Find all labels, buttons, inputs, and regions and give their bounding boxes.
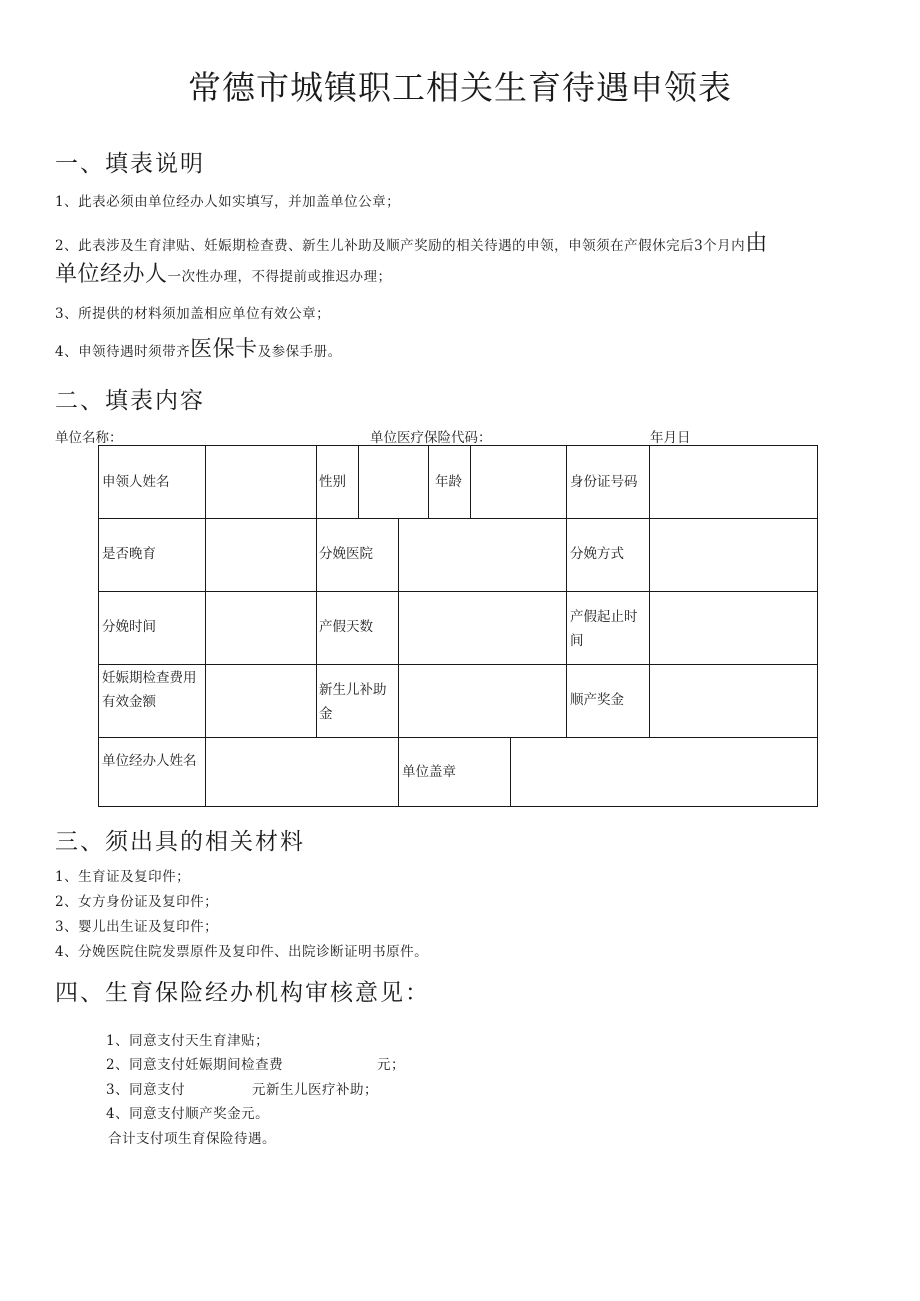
approval-2-text: 2、同意支付妊娠期间检查费 <box>106 1057 284 1073</box>
instruction-4-rest: 及参保手册。 <box>257 344 342 360</box>
instruction-1: 1、此表必须由单位经办人如实填写，并加盖单位公章； <box>55 194 401 210</box>
date-label: 年月日 <box>650 430 691 446</box>
exam-fee-label: 妊娠期检查费用有效金额 <box>102 670 197 710</box>
instruction-4-text: 4、申领待遇时须带齐 <box>55 344 191 360</box>
instruction-2-tail: 由 <box>745 231 768 256</box>
instruction-2-agent: 单位经办人 <box>55 262 168 287</box>
delivery-time-label: 分娩时间 <box>102 619 156 635</box>
approval-1: 1、同意支付天生育津贴； <box>106 1033 270 1049</box>
material-4: 4、分娩医院住院发票原件及复印件、出院诊断证明书原件。 <box>55 944 429 960</box>
approval-2-unit: 元； <box>377 1057 405 1073</box>
material-2: 2、女方身份证及复印件； <box>55 894 219 910</box>
col-divider <box>398 737 399 806</box>
page-title: 常德市城镇职工相关生育待遇申领表 <box>188 68 732 107</box>
col-divider <box>205 737 206 806</box>
approval-3-text: 3、同意支付 <box>106 1082 186 1098</box>
row-divider <box>99 664 817 665</box>
col-divider <box>398 518 399 737</box>
delivery-method-label: 分娩方式 <box>570 546 624 562</box>
late-birth-label: 是否晚育 <box>102 546 156 562</box>
applicant-name-label: 申领人姓名 <box>102 474 170 490</box>
id-number-label: 身份证号码 <box>570 474 638 490</box>
row-divider <box>99 737 817 738</box>
section3-heading: 三、须出具的相关材料 <box>55 829 305 855</box>
unit-name-label: 单位名称： <box>55 430 123 446</box>
age-label: 年龄 <box>435 474 462 490</box>
newborn-subsidy-label: 新生儿补助金 <box>319 682 387 722</box>
approval-3-rest: 元新生儿医疗补助； <box>252 1082 378 1098</box>
instruction-2-text: 2、此表涉及生育津贴、妊娠期检查费、新生儿补助及顺产奖励的相关待遇的申领，申领须在产假休完后3个月内 <box>55 238 746 254</box>
instruction-2-rest: 一次性办理，不得提前或推迟办理； <box>167 269 392 285</box>
col-divider <box>316 518 317 737</box>
material-3: 3、婴儿出生证及复印件； <box>55 919 219 935</box>
instruction-2-line2 <box>55 257 392 288</box>
instruction-3: 3、所提供的材料须加盖相应单位有效公章； <box>55 306 331 322</box>
unit-code-label: 单位医疗保险代码： <box>370 430 492 446</box>
col-divider <box>566 446 567 518</box>
instruction-4 <box>55 332 342 363</box>
row-divider <box>99 591 817 592</box>
instruction-2 <box>55 226 768 257</box>
col-divider <box>510 737 511 806</box>
section2-heading: 二、填表内容 <box>55 388 205 414</box>
col-divider <box>205 518 206 737</box>
col-divider <box>649 518 650 737</box>
hospital-label: 分娩医院 <box>319 546 373 562</box>
col-divider <box>566 518 567 737</box>
col-divider <box>205 446 206 518</box>
row-divider <box>99 518 817 519</box>
approval-4: 4、同意支付顺产奖金元。 <box>106 1106 270 1122</box>
natural-birth-bonus-label: 顺产奖金 <box>570 692 624 708</box>
material-1: 1、生育证及复印件； <box>55 869 191 885</box>
col-divider <box>316 446 317 518</box>
unit-seal-label: 单位盖章 <box>402 764 456 780</box>
gender-label: 性别 <box>319 474 346 490</box>
col-divider <box>428 446 429 518</box>
instruction-4-card: 医保卡 <box>190 337 258 362</box>
section1-heading: 一、填表说明 <box>55 151 205 177</box>
section4-heading: 四、生育保险经办机构审核意见： <box>55 980 430 1006</box>
leave-period-label: 产假起止时间 <box>570 609 638 649</box>
application-form-table <box>98 445 818 807</box>
agent-name-label: 单位经办人姓名 <box>102 753 197 769</box>
approval-total: 合计支付项生育保险待遇。 <box>108 1131 276 1147</box>
leave-days-label: 产假天数 <box>319 619 373 635</box>
